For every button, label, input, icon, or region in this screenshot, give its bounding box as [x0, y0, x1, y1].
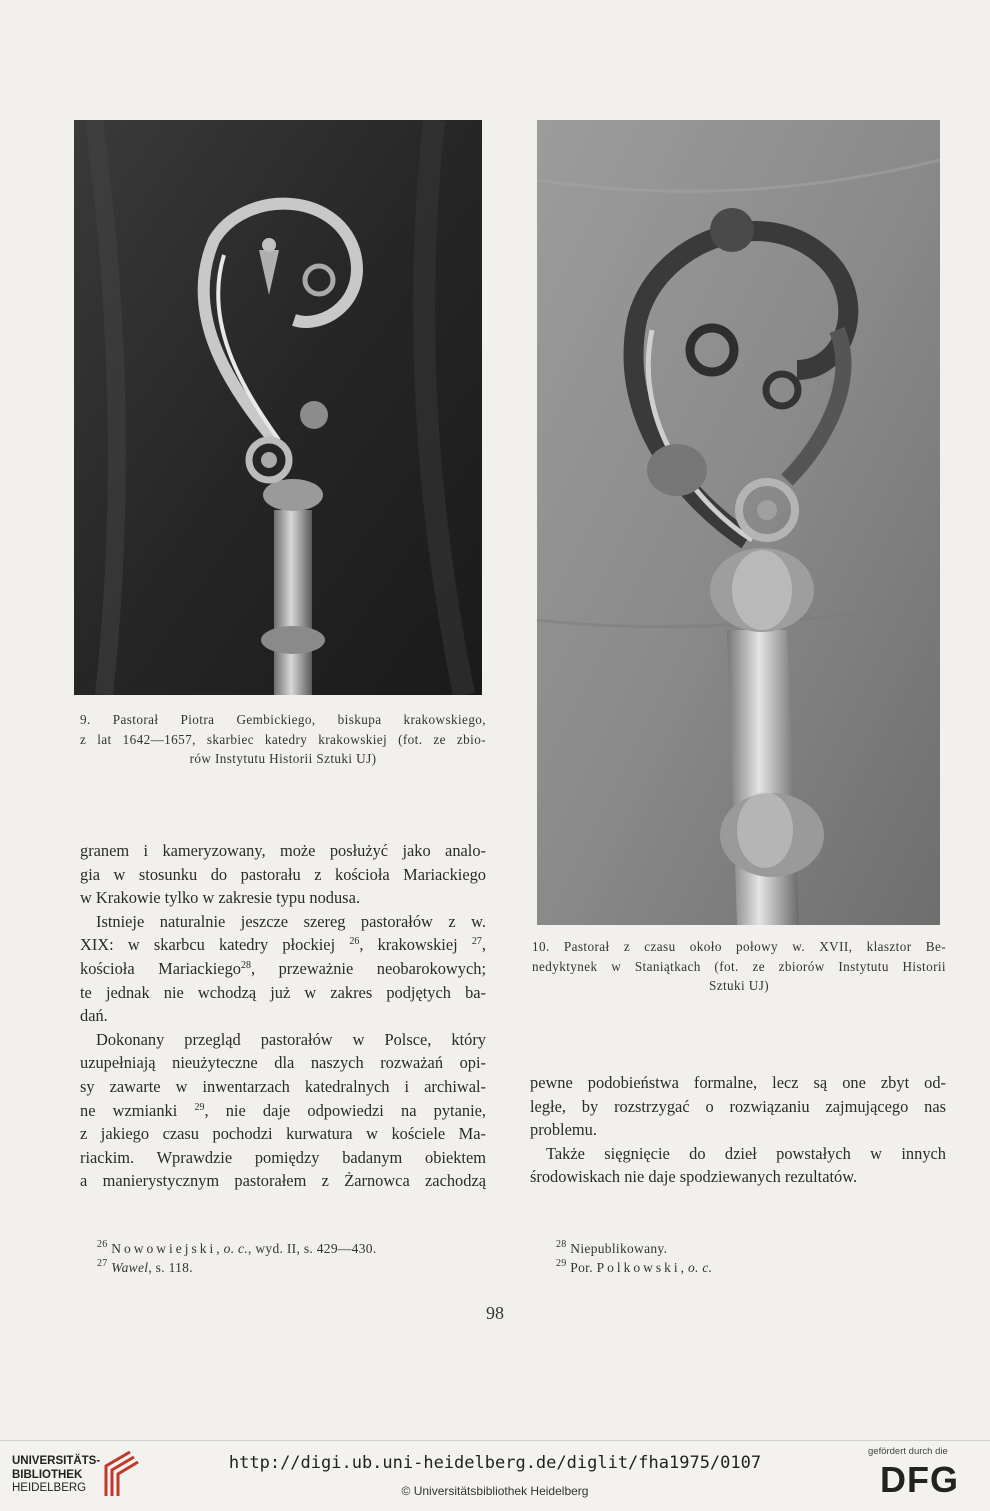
document-url-link[interactable]: http://digi.ub.uni-heidelberg.de/diglit/fha1975/0107 [228, 1453, 762, 1473]
figure-10-photo [537, 120, 940, 925]
text-line: te jednak nie wchodzą już w zakres podjętych ba- [80, 982, 486, 1002]
caption-line: nedyktynek w Staniątkach (fot. ze zbiorów Instytutu Historii [532, 958, 946, 974]
text-line: Także sięgnięcie do dzieł powstałych w innych [546, 1143, 946, 1163]
right-column-text [530, 1071, 946, 1189]
footnotes-left [97, 1239, 377, 1277]
library-logo[interactable]: UNIVERSITÄTS- BIBLIOTHEK HEIDELBERG [12, 1455, 101, 1494]
text-line: kościoła Mariackiego$^{28}$, przeważnie neobarokowych; [80, 958, 486, 978]
text-line: ległe, by rozstrzygać o rozwiązaniu zajmującego nas [530, 1096, 946, 1116]
text-line: sy zawarte w inwentarzach katedralnych i archiwal- [80, 1076, 486, 1096]
caption-line: rów Instytutu Historii Sztuki UJ) [189, 751, 377, 766]
text-line: a manierystycznym pastorałem z Żarnowca zachodzą [80, 1171, 486, 1191]
text-line: pewne podobieństwa formalne, lecz są one zbyt od- [530, 1073, 946, 1092]
text-line: Dokonany przegląd pastorałów w Polsce, który [96, 1029, 486, 1049]
text-line: dań. [80, 1006, 108, 1026]
footnotes-right [556, 1239, 712, 1277]
text-line: problemu. [530, 1120, 597, 1140]
caption-line: 10. Pastorał z czasu około połowy w. XVII, klasztor Be- [532, 939, 946, 954]
funded-by-label: gefördert durch die [868, 1446, 948, 1457]
caption-line: 9. Pastorał Piotra Gembickiego, biskupa krakowskiego, [80, 712, 486, 727]
footer-bar [0, 1440, 990, 1511]
footnote: $^{26}$ Nowowiejski, o. c., wyd. II, s. 429—430. [97, 1239, 377, 1256]
dfg-logo[interactable]: DFG [880, 1459, 959, 1500]
caption-line: Sztuki UJ) [708, 978, 770, 993]
page-number: 98 [486, 1303, 504, 1323]
caption-line: z lat 1642—1657, skarbiec katedry krakowskiej (fot. ze zbio- [80, 731, 486, 747]
figure-9-caption [80, 710, 486, 769]
text-line: ne wzmianki $^{29}$, nie daje odpowiedzi na pytanie, [80, 1100, 486, 1120]
text-line: uzupełniają nieużyteczne dla naszych rozważań opi- [80, 1053, 486, 1073]
copyright-notice: © Universitätsbibliothek Heidelberg [401, 1484, 589, 1498]
text-line: w Krakowie tylko w zakresie typu nodusa. [80, 888, 360, 908]
text-line: z jakiego czasu pochodzi kurwatura w kościele Ma- [80, 1124, 486, 1144]
figure-9-photo [74, 120, 482, 695]
footnote: $^{27}$ Wawel, s. 118. [97, 1258, 193, 1275]
text-line: środowiskach nie daje spodziewanych rezultatów. [530, 1167, 858, 1187]
text-line: gia w stosunku do pastorału z kościoła Mariackiego [80, 864, 486, 884]
text-line: riackim. Wprawdzie pomiędzy badanym obiektem [80, 1147, 486, 1167]
left-column-text [80, 839, 486, 1193]
text-line: XIX: w skarbcu katedry płockiej $^{26}$, krakowskiej $^{27}$, [80, 935, 486, 955]
text-line: granem i kameryzowany, może posłużyć jako analo- [80, 841, 486, 860]
text-line: Istnieje naturalnie jeszcze szereg pastorałów z w. [96, 911, 486, 931]
footnote: $^{29}$ Por. Polkowski, o. c. [556, 1258, 713, 1275]
figure-10-caption [532, 937, 946, 996]
footnote: $^{28}$ Niepublikowany. [556, 1239, 668, 1256]
